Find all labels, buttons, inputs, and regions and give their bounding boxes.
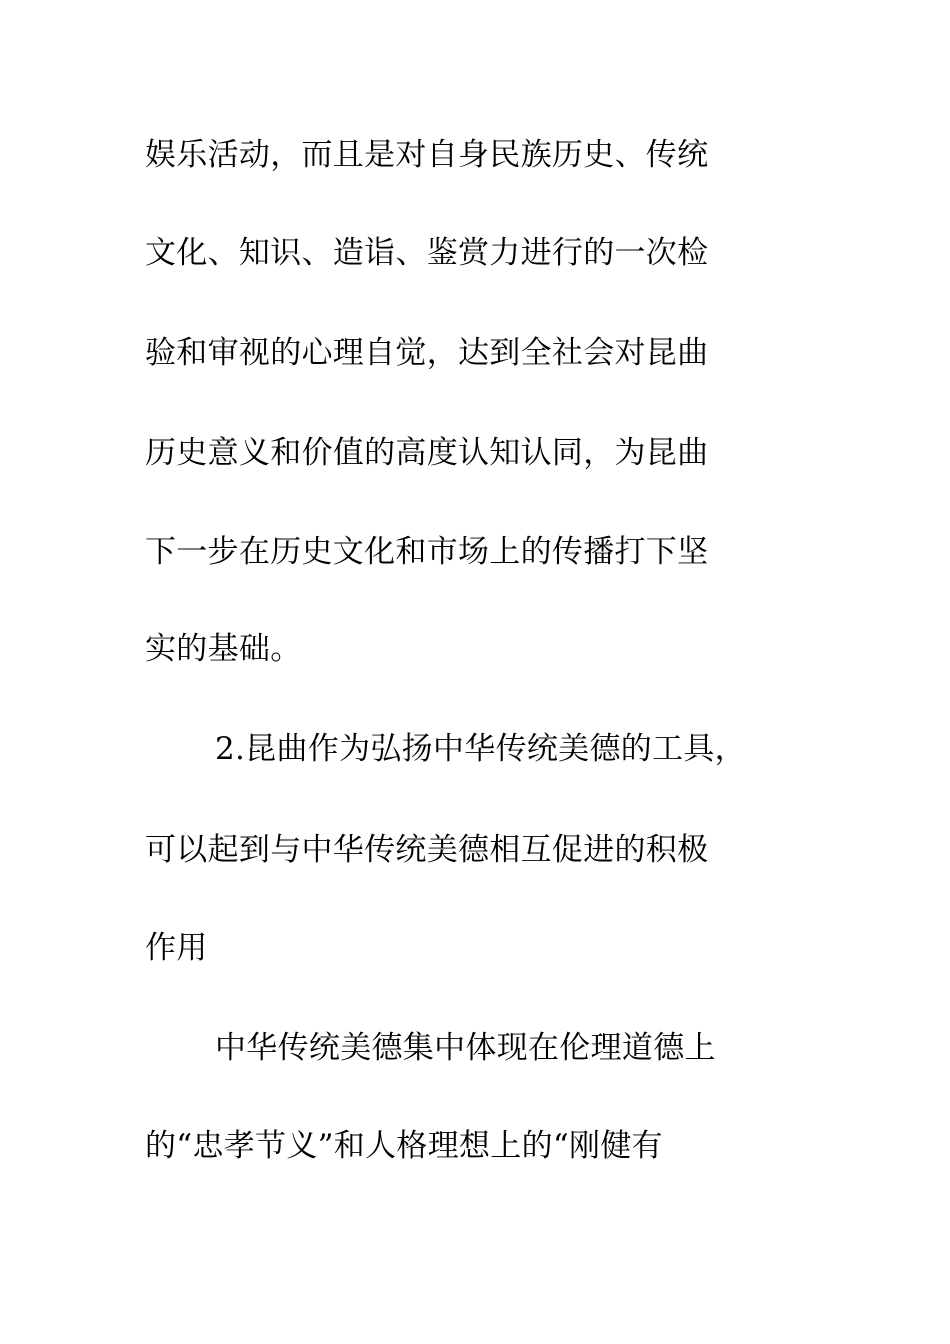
text-line-4: 历史意义和价值的高度认知认同，为昆曲 (145, 435, 709, 471)
text-line-6: 实的基础。 (145, 631, 302, 667)
text-line-3: 验和审视的心理自觉，达到全社会对昆曲 (145, 335, 709, 371)
paragraph-line-2: 的“忠孝节义”和人格理想上的“刚健有 (145, 1128, 663, 1164)
section-heading-line-3: 作用 (145, 930, 208, 966)
text-line-2: 文化、知识、造诣、鉴赏力进行的一次检 (145, 235, 709, 271)
text-line-1: 娱乐活动，而且是对自身民族历史、传统 (145, 137, 709, 173)
section-heading-line-2: 可以起到与中华传统美德相互促进的积极 (145, 832, 709, 868)
paragraph-line-1: 中华传统美德集中体现在伦理道德上 (215, 1030, 716, 1066)
text-line-5: 下一步在历史文化和市场上的传播打下坚 (145, 534, 709, 570)
section-heading-line-1: 2.昆曲作为弘扬中华传统美德的工具， (215, 731, 746, 767)
